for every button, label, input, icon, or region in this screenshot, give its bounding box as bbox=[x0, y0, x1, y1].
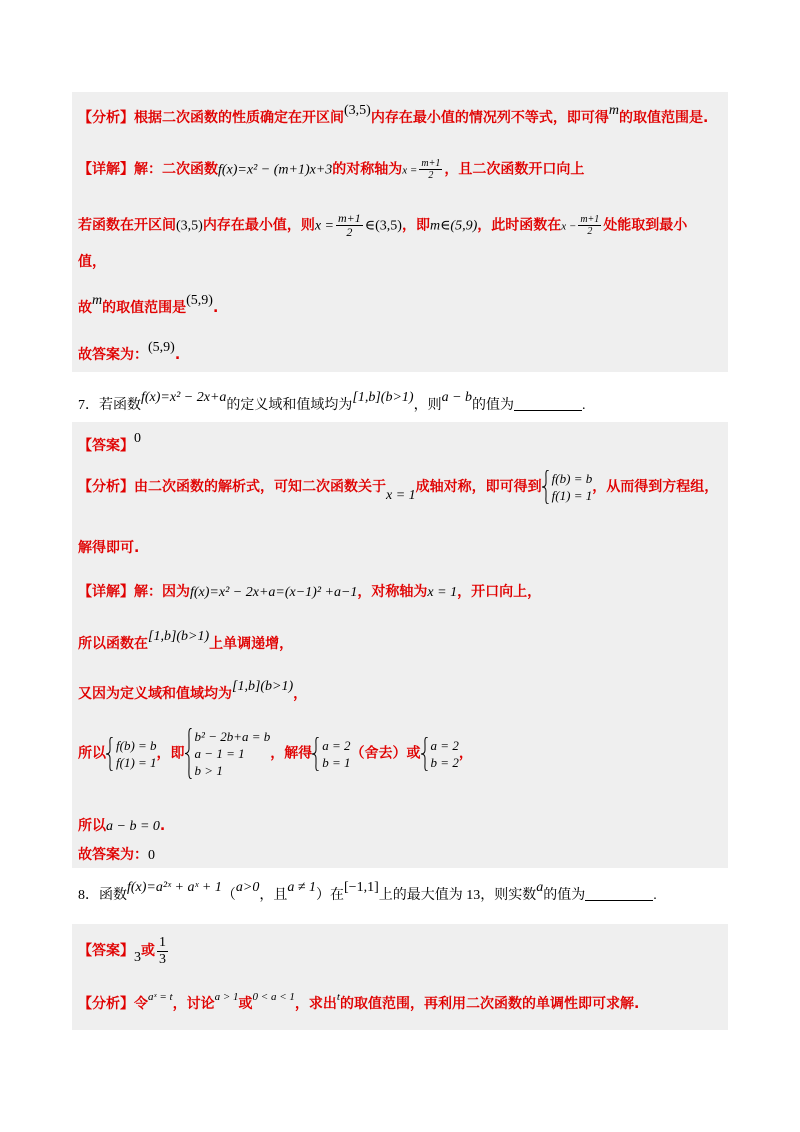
text: 的值为 bbox=[543, 888, 586, 903]
equation-system: f(b) = b f(1) = 1 bbox=[106, 737, 157, 771]
var-a: a bbox=[536, 880, 544, 895]
answer-line bbox=[78, 934, 170, 969]
solution-line bbox=[78, 679, 308, 705]
interval-expr: [1,b](b>1) bbox=[232, 679, 294, 694]
analysis-line bbox=[78, 470, 718, 504]
detail-line bbox=[78, 158, 584, 181]
text: 又因为定义域和值域均为 bbox=[78, 686, 232, 702]
answer-line bbox=[78, 845, 155, 866]
text: 令 bbox=[134, 996, 148, 1012]
text: 内存在最小值，则 bbox=[202, 217, 315, 234]
text: （舍去）或 bbox=[350, 745, 421, 762]
text: ，此时函数在 bbox=[477, 217, 562, 234]
function-expr: f(x)=x² − (m+1)x+3 bbox=[218, 162, 333, 178]
range-expr: (5,9) bbox=[148, 340, 175, 355]
diff-expr: a − b bbox=[441, 390, 473, 405]
text: ，即 bbox=[156, 745, 185, 762]
text: 所以函数在 bbox=[78, 636, 148, 652]
analysis-text: 的取值范围是. bbox=[618, 110, 709, 126]
text: . bbox=[174, 347, 181, 363]
interval-expr: (3,5) bbox=[176, 218, 203, 234]
result-expr: a − b = 0 bbox=[106, 819, 160, 834]
equation-system: a = 2 b = 1 bbox=[312, 737, 350, 771]
text: 成轴对称，即可得到 bbox=[415, 479, 542, 495]
text: ， bbox=[293, 686, 308, 702]
solution-line bbox=[78, 293, 219, 319]
detail-text: ，且二次函数开口向上 bbox=[444, 161, 585, 178]
interval-expr: [1,b](b>1) bbox=[352, 390, 414, 405]
solution-line bbox=[78, 629, 294, 655]
question-7 bbox=[78, 390, 586, 416]
text: 上单调递增， bbox=[209, 636, 294, 652]
text: ，即 bbox=[401, 217, 430, 234]
text: ，解得 bbox=[270, 745, 313, 762]
text: 或 bbox=[238, 996, 253, 1012]
interval-expr: (3,5) bbox=[344, 103, 371, 118]
analysis-text: 根据二次函数的性质确定在开区间 bbox=[134, 110, 344, 126]
axis-expr: x = bbox=[314, 218, 334, 234]
interval-expr: [1,b](b>1) bbox=[148, 629, 210, 644]
substitution-expr: aˣ = t bbox=[148, 991, 173, 1003]
equation-system: f(b) = b f(1) = 1 bbox=[542, 470, 593, 504]
condition-expr: a ≠ 1 bbox=[287, 880, 317, 895]
answer-tag: 【答案】 bbox=[78, 943, 134, 959]
text: 或 bbox=[141, 943, 155, 959]
function-expr: f(x)=x² − 2x+a bbox=[141, 390, 227, 405]
membership-expr: ∈(3,5) bbox=[364, 218, 402, 234]
detail-line bbox=[78, 582, 541, 603]
equation-system: a = 2 b = 2 bbox=[421, 737, 459, 771]
condition-expr: a > 1 bbox=[214, 991, 239, 1003]
text: 的取值范围是 bbox=[102, 300, 187, 316]
var-t: t bbox=[336, 991, 340, 1003]
answer-blank bbox=[514, 396, 582, 411]
axis-expr: x = 1 bbox=[386, 488, 416, 503]
analysis-line bbox=[78, 991, 640, 1015]
text: . bbox=[159, 818, 166, 834]
equation-system: b² − 2b+a = b a − 1 = 1 b > 1 bbox=[185, 728, 271, 779]
text: ，从而得到方程组， bbox=[592, 479, 719, 495]
text: 上的最大值为 13，则实数 bbox=[378, 888, 537, 903]
solution-line bbox=[78, 728, 473, 779]
answer-value: 0 bbox=[134, 431, 141, 446]
fraction: $\frac{m+1}{2}$ bbox=[580, 214, 600, 237]
question-number: 7．若函数 bbox=[78, 398, 141, 413]
solution-line bbox=[78, 252, 106, 272]
range-expr: m∈(5,9) bbox=[429, 218, 478, 234]
text: . bbox=[653, 888, 657, 903]
text: 故答案为： bbox=[78, 847, 148, 863]
text: 所以 bbox=[78, 745, 106, 762]
text: ，开口向上， bbox=[457, 584, 542, 600]
text: 若函数在开区间 bbox=[78, 217, 176, 234]
text: . bbox=[212, 300, 219, 316]
detail-text: 解：二次函数 bbox=[134, 161, 218, 178]
text: 故 bbox=[78, 300, 92, 316]
analysis-line bbox=[78, 103, 709, 129]
text: 的取值范围，再利用二次函数的单调性即可求解. bbox=[339, 996, 640, 1012]
detail-tag: 【详解】 bbox=[78, 584, 134, 600]
analysis-tag: 【分析】 bbox=[78, 479, 134, 495]
answer-line bbox=[78, 340, 181, 366]
text: 的值为 bbox=[472, 398, 515, 413]
text: ，对称轴为 bbox=[357, 584, 428, 600]
answer-value: 0 bbox=[148, 848, 155, 863]
text: ，则 bbox=[413, 398, 442, 413]
function-expr: f(x)=x² − 2x+a=(x−1)² +a−1 bbox=[190, 585, 358, 600]
text: ，讨论 bbox=[172, 996, 215, 1012]
point-expr: x − bbox=[561, 220, 577, 233]
text: ，求出 bbox=[294, 996, 337, 1012]
fraction: $\frac{m+1}{2}$ bbox=[421, 158, 441, 181]
text: 由二次函数的解析式，可知二次函数关于 bbox=[134, 479, 386, 495]
answer-value: 3 bbox=[134, 950, 141, 965]
solution-line bbox=[78, 212, 687, 239]
text: . bbox=[582, 398, 586, 413]
analysis-tag: 【分析】 bbox=[78, 110, 134, 126]
axis-expr: x = bbox=[402, 164, 418, 177]
text: 解得即可. bbox=[78, 540, 140, 556]
analysis-text: 内存在最小值的情况列不等式，即可得 bbox=[370, 110, 609, 126]
answer-blank bbox=[585, 886, 653, 901]
text: ， bbox=[458, 745, 473, 762]
fraction: $\frac{m+1}{2}$ bbox=[338, 211, 361, 239]
answer-line bbox=[78, 431, 141, 457]
solution-line bbox=[78, 816, 165, 837]
var-m: m bbox=[92, 293, 103, 308]
condition-expr: 0 < a < 1 bbox=[252, 991, 295, 1003]
detail-text: 的对称轴为 bbox=[332, 161, 403, 178]
text: 所以 bbox=[78, 818, 106, 834]
text: 的定义域和值域均为 bbox=[226, 398, 353, 413]
text: （ bbox=[221, 888, 236, 903]
analysis-tag: 【分析】 bbox=[78, 996, 134, 1012]
question-8 bbox=[78, 880, 657, 906]
range-expr: (5,9) bbox=[186, 293, 213, 308]
fraction: $\frac{1}{3}$ bbox=[159, 934, 166, 967]
text: 值， bbox=[78, 254, 106, 270]
text: 故答案为： bbox=[78, 347, 148, 363]
var-m: m bbox=[608, 103, 619, 118]
text: ）在 bbox=[316, 888, 345, 903]
text: ，且 bbox=[259, 888, 288, 903]
interval-expr: [−1,1] bbox=[344, 880, 379, 895]
text: 解：因为 bbox=[134, 584, 190, 600]
condition-expr: a>0 bbox=[235, 880, 260, 895]
answer-tag: 【答案】 bbox=[78, 438, 134, 454]
detail-tag: 【详解】 bbox=[78, 161, 134, 178]
analysis-line bbox=[78, 538, 139, 558]
question-number: 8．函数 bbox=[78, 888, 127, 903]
function-expr: f(x)=a²ˣ + aˣ + 1 bbox=[127, 880, 222, 895]
text: 处能取到最小 bbox=[603, 217, 688, 234]
axis-expr: x = 1 bbox=[427, 585, 458, 600]
